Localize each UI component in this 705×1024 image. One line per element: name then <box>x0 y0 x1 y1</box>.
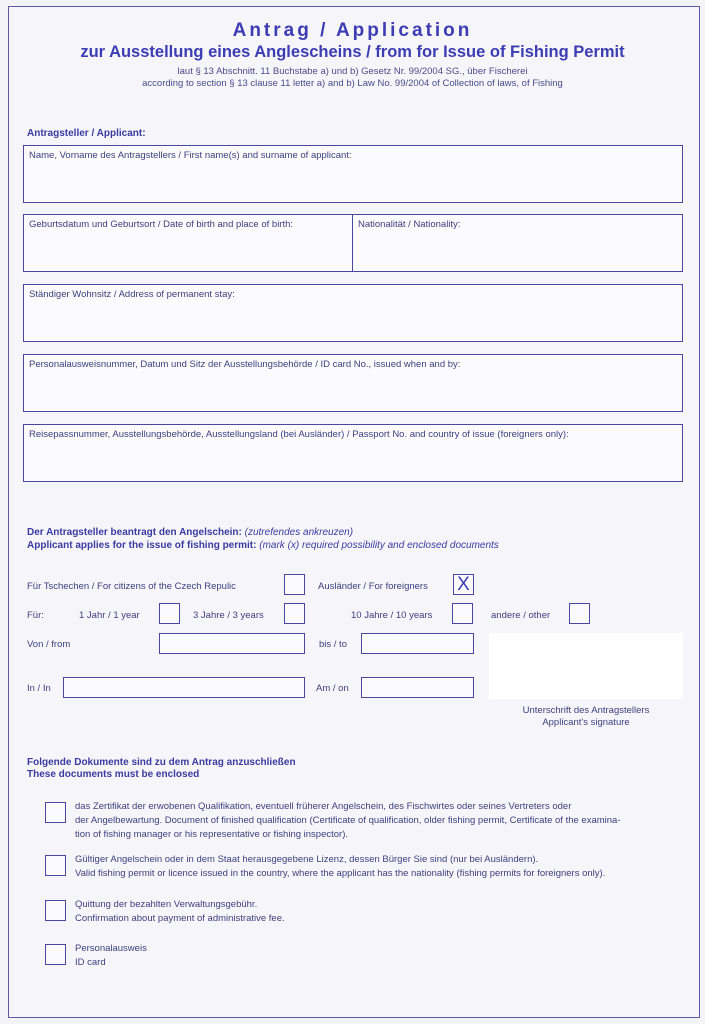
from-label: Von / from <box>27 639 71 650</box>
form-subtitle: zur Ausstellung eines Anglescheins / from for Issue of Fishing Permit <box>80 43 625 61</box>
document-id-card-checkbox[interactable] <box>45 944 66 965</box>
id-card-field[interactable] <box>23 354 683 412</box>
doc-line: Gültiger Angelschein oder in dem Staat herausgegebene Lizenz, dessen Bürger Sie sind (nur bei Ausländern). <box>75 854 539 865</box>
doc-line: tion of fishing manager or his representative or fishing inspector). <box>75 829 348 840</box>
id-card-field-label: Personalausweisnummer, Datum und Sitz der Ausstellungsbehörde / ID card No., issued when and by: <box>29 359 461 370</box>
nationality-field-label: Nationalität / Nationality: <box>358 219 461 230</box>
document-id-card-text <box>75 942 690 970</box>
from-date-input[interactable] <box>159 633 305 654</box>
date-input[interactable] <box>361 677 474 698</box>
signature-label-en: Applicant's signature <box>542 717 630 728</box>
permit-heading-de-note: (zutrefendes ankreuzen) <box>244 527 354 538</box>
permit-heading-en-note: (mark (x) required possibility and enclosed documents <box>259 540 499 551</box>
czech-citizens-checkbox[interactable] <box>284 574 305 595</box>
foreigners-checkbox[interactable] <box>453 574 474 595</box>
doc-line: Personalausweis <box>75 943 147 954</box>
signature-label-de: Unterschrift des Antragstellers <box>522 705 650 716</box>
document-valid-permit-text <box>75 853 690 881</box>
duration-1-year-label: 1 Jahr / 1 year <box>79 610 140 621</box>
name-field-label: Name, Vorname des Antragstellers / First name(s) and surname of applicant: <box>29 150 352 161</box>
address-field[interactable] <box>23 284 683 342</box>
signature-area[interactable] <box>489 633 683 699</box>
document-fee-receipt-checkbox[interactable] <box>45 900 66 921</box>
to-date-input[interactable] <box>361 633 474 654</box>
document-qualification-text <box>75 800 690 842</box>
to-label: bis / to <box>319 639 347 650</box>
place-input[interactable] <box>63 677 305 698</box>
name-field[interactable] <box>23 145 683 203</box>
applicant-heading: Antragsteller / Applicant: <box>27 128 146 139</box>
passport-field[interactable] <box>23 424 683 482</box>
doc-line: der Angelbewartung. Document of finished qualification (Certificate of qualification, older fishing permit, Certificate of the examina- <box>75 815 621 826</box>
document-qualification-checkbox[interactable] <box>45 802 66 823</box>
duration-3-years-label: 3 Jahre / 3 years <box>193 610 264 621</box>
passport-field-label: Reisepassnummer, Ausstellungsbehörde, Ausstellungsland (bei Ausländer) / Passport No. and country of issue (foreigners only): <box>29 429 569 440</box>
duration-3-years-checkbox[interactable] <box>284 603 305 624</box>
doc-line: Quittung der bezahlten Verwaltungsgebühr. <box>75 899 258 910</box>
duration-1-year-checkbox[interactable] <box>159 603 180 624</box>
document-valid-permit-checkbox[interactable] <box>45 855 66 876</box>
duration-10-years-checkbox[interactable] <box>452 603 473 624</box>
address-field-label: Ständiger Wohnsitz / Address of permanent stay: <box>29 289 235 300</box>
nationality-field[interactable] <box>352 214 683 272</box>
document-fee-receipt-text <box>75 898 690 926</box>
date-label: Am / on <box>316 683 349 694</box>
permit-heading-en-text: Applicant applies for the issue of fishing permit: <box>27 540 257 551</box>
doc-line: Confirmation about payment of administrative fee. <box>75 913 285 924</box>
documents-heading-en: These documents must be enclosed <box>27 769 200 780</box>
x-mark-icon: X <box>457 574 470 595</box>
duration-label: Für: <box>27 610 44 621</box>
place-label: In / In <box>27 683 51 694</box>
permit-heading-de-text: Der Antragsteller beantragt den Angelschein: <box>27 527 242 538</box>
doc-line: das Zertifikat der erwobenen Qualifikation, eventuell früherer Angelschein, des Fischwirtes oder seines Vertreters oder <box>75 801 572 812</box>
birth-field-label: Geburtsdatum und Geburtsort / Date of birth and place of birth: <box>29 219 294 230</box>
permit-heading-en <box>27 540 499 551</box>
form-title: Antrag / Application <box>232 20 473 41</box>
doc-line: Valid fishing permit or licence issued in the country, where the applicant has the nationality (fishing permits for foreigners only). <box>75 868 606 879</box>
duration-other-label: andere / other <box>491 610 551 621</box>
legal-reference-de: laut § 13 Abschnitt. 11 Buchstabe a) und b) Gesetz Nr. 99/2004 SG., über Fischerei <box>177 66 528 77</box>
czech-citizens-label: Für Tschechen / For citizens of the Czech Repulic <box>27 581 236 592</box>
permit-heading-de <box>27 527 353 538</box>
doc-line: ID card <box>75 957 106 968</box>
documents-heading-de: Folgende Dokumente sind zu dem Antrag anzuschließen <box>27 757 296 768</box>
legal-reference-en: according to section § 13 clause 11 letter a) and b) Law No. 99/2004 of Collection of laws, of Fishing <box>142 78 563 89</box>
duration-other-checkbox[interactable] <box>569 603 590 624</box>
birth-field[interactable] <box>23 214 354 272</box>
duration-10-years-label: 10 Jahre / 10 years <box>351 610 433 621</box>
foreigners-label: Ausländer / For foreigners <box>318 581 428 592</box>
